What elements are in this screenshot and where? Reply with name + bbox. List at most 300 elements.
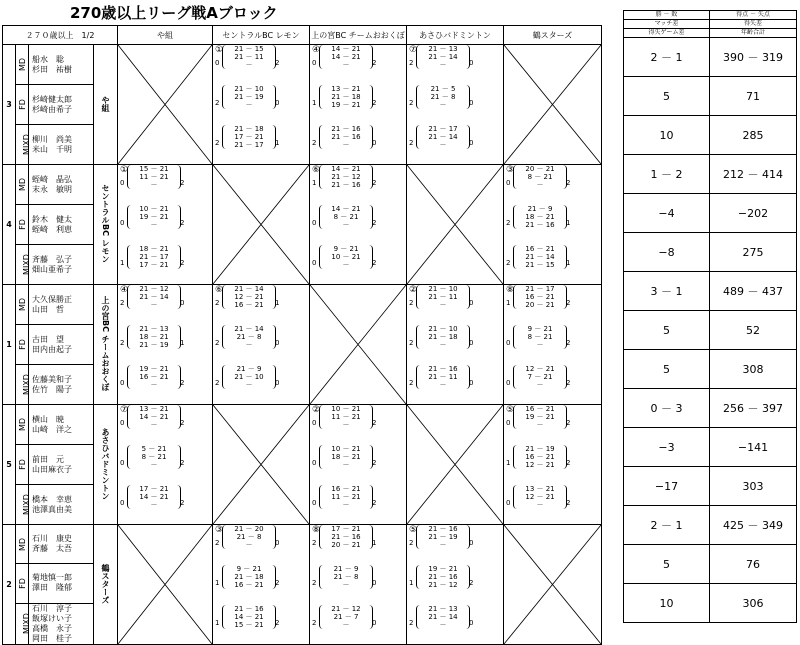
summary-value: 489 － 437 [710,272,797,311]
score-bracket: 13 － 21 21 － 18 19 － 21 [319,85,373,109]
summary-value: 5 [624,545,710,584]
game-block [504,405,601,444]
game-block [310,165,406,204]
summary-value: 308 [710,350,797,389]
games-won: 0 [120,499,125,507]
summary-value: 256 － 397 [710,389,797,428]
player-names: 古田 望 田内由起子 [29,325,94,365]
game-block [407,45,503,84]
games-lost: 2 [566,179,571,187]
games-won: 2 [215,539,220,547]
match-number: ⑧ [312,525,321,535]
games-won: 2 [506,219,511,227]
match-number: ④ [312,45,321,55]
game-block [213,45,309,84]
match-number: ⑦ [409,45,418,55]
score-bracket: 21 － 10 21 － 18 － [416,325,470,349]
page-title: 270歳以上リーグ戦Aブロック [70,4,278,22]
player-names: 横山 暁 山崎 洋之 [29,405,94,445]
games-lost: 2 [180,259,185,267]
team-row [3,285,602,325]
summary-row [624,38,797,77]
game-block [310,85,406,124]
score-bracket: 9 － 21 10 － 21 － [319,245,373,269]
game-block [310,445,406,484]
score-bracket: 21 － 10 21 － 11 － [416,285,470,309]
games-won: 2 [312,139,317,147]
summary-row [624,233,797,272]
score-bracket: 10 － 21 19 － 21 － [127,205,181,229]
games-lost: 0 [180,299,185,307]
match-cell [407,165,504,285]
game-block [407,325,503,364]
score-bracket: 21 － 16 21 － 16 － [319,125,373,149]
score-bracket: 21 － 9 21 － 10 － [222,365,276,389]
game-block [213,285,309,324]
games-won: 0 [506,179,511,187]
match-number: ⑥ [215,285,224,295]
games-won: 0 [215,59,220,67]
score-bracket: 21 － 16 14 － 21 15 － 21 [222,605,276,629]
league-label: ２７０歳以上 1/2 [3,26,118,45]
games-lost: 2 [372,419,377,427]
game-block [118,485,212,524]
score-bracket: 20 － 21 8 － 21 － [513,165,567,189]
summary-row [624,467,797,506]
games-lost: 2 [180,499,185,507]
games-lost: 0 [372,139,377,147]
games-won: 1 [312,179,317,187]
discipline-label: MD [16,525,29,564]
game-block [310,485,406,524]
score-bracket: 14 － 21 21 － 12 21 － 16 [319,165,373,189]
summary-table [623,10,797,623]
match-number: ② [409,285,418,295]
team-rank: 3 [3,45,16,165]
games-lost: 1 [180,339,185,347]
summary-value: 1 － 2 [624,155,710,194]
games-won: 2 [312,619,317,627]
summary-header: 得失差 [710,20,797,29]
header-row [3,26,602,45]
games-lost: 2 [566,499,571,507]
player-names: 柳川 尚美 米山 千明 [29,125,94,165]
summary-value: 10 [624,584,710,623]
player-names: 斉藤 弘子 畑山亜希子 [29,245,94,285]
games-won: 0 [506,499,511,507]
games-won: 0 [120,419,125,427]
score-bracket: 16 － 21 21 － 14 21 － 15 [513,245,567,269]
games-lost: 2 [566,419,571,427]
discipline-label: MIXD [16,603,29,644]
games-lost: 2 [180,219,185,227]
summary-row [624,506,797,545]
match-cell [118,165,213,285]
match-cell [213,405,310,525]
games-lost: 0 [469,619,474,627]
empty-cross [407,165,503,284]
discipline-label: FD [16,205,29,245]
games-won: 2 [409,59,414,67]
team-name-vertical: や組 [94,45,118,165]
summary-value: −141 [710,428,797,467]
match-cell [310,525,407,645]
games-lost: 2 [469,579,474,587]
game-block [310,565,406,604]
summary-row [624,272,797,311]
game-block [504,205,601,244]
games-lost: 2 [275,579,280,587]
games-won: 0 [120,219,125,227]
discipline-label: FD [16,445,29,485]
games-lost: 0 [372,619,377,627]
games-won: 2 [409,619,414,627]
summary-header-row [624,11,797,20]
discipline-label: MIXD [16,485,29,525]
games-won: 2 [120,299,125,307]
match-cell [118,45,213,165]
score-bracket: 21 － 16 21 － 11 － [416,365,470,389]
summary-value: 2 － 1 [624,506,710,545]
games-won: 0 [120,379,125,387]
games-lost: 2 [180,459,185,467]
match-cell [118,525,213,645]
games-won: 2 [215,339,220,347]
team-name-vertical: 鶴スターズ [94,525,118,645]
team-row [3,45,602,85]
column-header: 鶴スターズ [504,26,602,45]
game-block [213,565,309,604]
game-block [310,605,406,644]
summary-value: 76 [710,545,797,584]
score-bracket: 21 － 14 12 － 21 16 － 21 [222,285,276,309]
games-lost: 2 [566,299,571,307]
games-lost: 2 [566,459,571,467]
summary-row [624,389,797,428]
empty-cross [213,405,309,524]
game-block [118,245,212,284]
player-names: 前田 元 山田麻衣子 [29,445,94,485]
discipline-label: FD [16,564,29,603]
games-lost: 0 [275,339,280,347]
games-lost: 2 [566,379,571,387]
games-lost: 0 [469,299,474,307]
summary-value: 5 [624,350,710,389]
match-number: ⑦ [120,405,129,415]
discipline-label: MD [16,165,29,205]
score-bracket: 17 － 21 21 － 16 20 － 21 [319,525,373,549]
games-won: 2 [409,539,414,547]
games-won: 2 [215,379,220,387]
games-won: 0 [312,219,317,227]
games-lost: 2 [180,179,185,187]
game-block [407,605,503,644]
match-number: ④ [120,285,129,295]
column-header: セントラルBC レモン [213,26,310,45]
games-lost: 2 [275,619,280,627]
games-lost: 2 [372,259,377,267]
discipline-label: MIXD [16,125,29,165]
games-lost: 0 [469,59,474,67]
team-row [3,405,602,445]
discipline-label: MIXD [16,245,29,285]
games-lost: 2 [275,59,280,67]
summary-row [624,584,797,623]
games-won: 2 [506,259,511,267]
games-lost: 0 [469,99,474,107]
score-bracket: 21 － 13 21 － 14 － [416,605,470,629]
match-cell [310,405,407,525]
games-won: 2 [409,99,414,107]
score-bracket: 21 － 20 21 － 8 － [222,525,276,549]
player-names: 石川 淳子 飯塚けい子 高橋 永子 岡田 桂子 [29,603,94,644]
games-lost: 0 [469,379,474,387]
game-block [213,365,309,404]
summary-value: 5 [624,77,710,116]
score-bracket: 10 － 21 18 － 21 － [319,445,373,469]
games-won: 2 [312,579,317,587]
score-bracket: 21 － 19 16 － 21 12 － 21 [513,445,567,469]
score-bracket: 21 － 16 21 － 19 － [416,525,470,549]
match-cell [213,525,310,645]
discipline-label: MIXD [16,365,29,405]
summary-header-row [624,29,797,38]
game-block [310,245,406,284]
score-bracket: 21 － 17 21 － 14 － [416,125,470,149]
game-block [213,85,309,124]
match-cell [504,165,602,285]
match-cell [504,405,602,525]
game-block [504,165,601,204]
score-bracket: 21 － 9 18 － 21 21 － 16 [513,205,567,229]
score-bracket: 21 － 13 18 － 21 21 － 19 [127,325,181,349]
games-lost: 2 [372,99,377,107]
score-bracket: 21 － 13 21 － 14 － [416,45,470,69]
empty-cross [118,45,212,164]
games-won: 0 [312,259,317,267]
score-bracket: 10 － 21 11 － 21 － [319,405,373,429]
game-block [118,445,212,484]
match-number: ③ [215,525,224,535]
match-cell [407,285,504,405]
summary-value: 275 [710,233,797,272]
games-lost: 0 [469,139,474,147]
summary-value: 303 [710,467,797,506]
discipline-label: FD [16,325,29,365]
game-block [213,125,309,164]
game-block [407,525,503,564]
player-names: 菊地慎一郎 澤田 隆郁 [29,564,94,603]
games-lost: 1 [566,259,571,267]
games-won: 0 [120,459,125,467]
games-lost: 2 [566,339,571,347]
games-lost: 0 [275,379,280,387]
games-won: 1 [409,579,414,587]
score-bracket: 5 － 21 8 － 21 － [127,445,181,469]
summary-value: −202 [710,194,797,233]
summary-value: 52 [710,311,797,350]
game-block [407,285,503,324]
game-block [118,365,212,404]
summary-value: 3 － 1 [624,272,710,311]
score-bracket: 17 － 21 14 － 21 － [127,485,181,509]
match-cell [504,525,602,645]
score-bracket: 16 － 21 19 － 21 － [513,405,567,429]
score-bracket: 15 － 21 11 － 21 － [127,165,181,189]
discipline-label: MD [16,285,29,325]
score-bracket: 21 － 12 21 － 7 － [319,605,373,629]
score-bracket: 18 － 21 21 － 17 17 － 21 [127,245,181,269]
games-won: 0 [312,419,317,427]
empty-cross [213,165,309,284]
empty-cross [118,525,212,644]
match-cell [118,405,213,525]
game-block [310,405,406,444]
score-bracket: 21 － 10 21 － 19 － [222,85,276,109]
team-rank: 1 [3,285,16,405]
match-number: ② [312,405,321,415]
games-won: 1 [506,459,511,467]
games-won: 2 [409,379,414,387]
games-won: 0 [312,59,317,67]
team-row [3,165,602,205]
score-bracket: 21 － 15 21 － 11 － [222,45,276,69]
summary-value: 10 [624,116,710,155]
games-lost: 2 [372,59,377,67]
game-block [118,205,212,244]
team-row [3,525,602,564]
game-block [407,365,503,404]
summary-value: 285 [710,116,797,155]
score-bracket: 21 － 9 21 － 8 － [319,565,373,589]
games-won: 1 [215,619,220,627]
games-lost: 2 [180,419,185,427]
score-bracket: 19 － 21 21 － 16 21 － 12 [416,565,470,589]
game-block [407,85,503,124]
game-block [310,45,406,84]
score-bracket: 14 － 21 14 － 21 － [319,45,373,69]
game-block [504,325,601,364]
game-block [118,325,212,364]
match-number: ⑤ [409,525,418,535]
games-won: 1 [120,259,125,267]
game-block [504,285,601,324]
game-block [504,245,601,284]
match-cell [213,285,310,405]
summary-header: 年齢合計 [710,29,797,38]
game-block [310,205,406,244]
player-names: 橋本 幸恵 池澤真由美 [29,485,94,525]
match-cell [407,405,504,525]
games-won: 2 [215,139,220,147]
player-names: 佐藤美和子 佐竹 陽子 [29,365,94,405]
summary-value: −17 [624,467,710,506]
score-bracket: 14 － 21 8 － 21 － [319,205,373,229]
games-lost: 1 [275,139,280,147]
game-block [118,165,212,204]
match-cell [407,525,504,645]
league-table [2,25,602,645]
discipline-label: MD [16,45,29,85]
match-number: ③ [506,165,515,175]
player-names: 鈴木 健太 蛭崎 利恵 [29,205,94,245]
game-block [407,125,503,164]
summary-header: 得点 － 失点 [710,11,797,20]
match-number: ① [215,45,224,55]
score-bracket: 9 － 21 21 － 18 16 － 21 [222,565,276,589]
summary-row [624,155,797,194]
game-block [213,605,309,644]
games-lost: 2 [372,219,377,227]
team-rank: 4 [3,165,16,285]
games-won: 0 [506,339,511,347]
games-lost: 2 [372,179,377,187]
match-number: ⑥ [312,165,321,175]
games-won: 2 [215,299,220,307]
summary-value: −3 [624,428,710,467]
score-bracket: 9 － 21 8 － 21 － [513,325,567,349]
match-number: ① [120,165,129,175]
games-won: 2 [409,299,414,307]
player-names: 石川 康史 斉藤 太吾 [29,525,94,564]
summary-value: −8 [624,233,710,272]
summary-value: 5 [624,311,710,350]
summary-value: 306 [710,584,797,623]
games-lost: 0 [275,539,280,547]
match-cell [310,45,407,165]
column-header: 上の宮BC チームおおくぼ [310,26,407,45]
match-cell [213,45,310,165]
summary-value: 71 [710,77,797,116]
game-block [213,325,309,364]
score-bracket: 21 － 18 17 － 21 21 － 17 [222,125,276,149]
summary-value: 212 － 414 [710,155,797,194]
summary-value: 390 － 319 [710,38,797,77]
team-name-vertical: あさひバドミントン [94,405,118,525]
summary-value: 0 － 3 [624,389,710,428]
game-block [504,485,601,524]
game-block [213,525,309,564]
games-lost: 1 [372,539,377,547]
score-bracket: 21 － 17 16 － 21 20 － 21 [513,285,567,309]
match-cell [118,285,213,405]
games-won: 0 [312,459,317,467]
game-block [407,565,503,604]
match-cell [213,165,310,285]
summary-row [624,116,797,155]
score-bracket: 21 － 12 21 － 14 － [127,285,181,309]
games-lost: 0 [469,339,474,347]
summary-row [624,194,797,233]
player-names: 杉崎健太郎 杉崎由希子 [29,85,94,125]
discipline-label: MD [16,405,29,445]
summary-header-row [624,20,797,29]
game-block [310,525,406,564]
games-won: 0 [312,499,317,507]
score-bracket: 13 － 21 12 － 21 － [513,485,567,509]
games-won: 2 [409,339,414,347]
team-rank: 2 [3,525,16,645]
empty-cross [504,45,601,164]
team-rank: 5 [3,405,16,525]
game-block [310,125,406,164]
summary-value: −4 [624,194,710,233]
games-lost: 2 [372,459,377,467]
empty-cross [310,285,406,404]
score-bracket: 21 － 14 21 － 8 － [222,325,276,349]
game-block [118,405,212,444]
match-number: ⑤ [506,405,515,415]
